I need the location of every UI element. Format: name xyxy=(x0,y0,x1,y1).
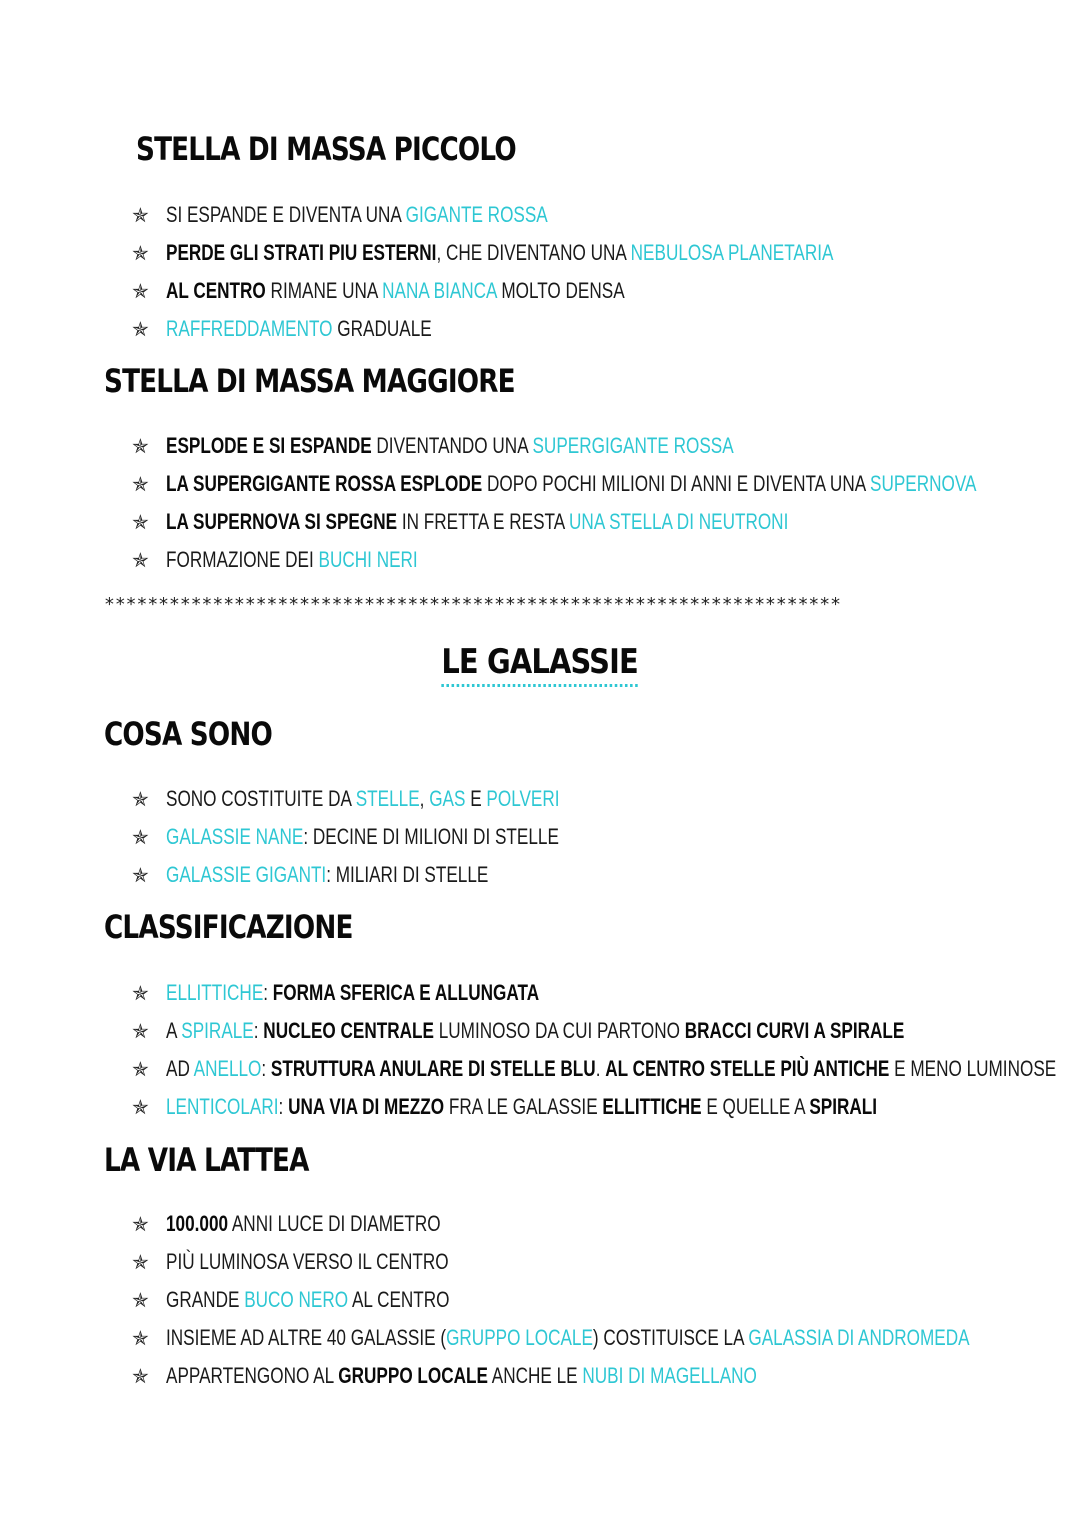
list-item-text xyxy=(166,1243,449,1281)
text-segment: : MILIARI DI STELLE xyxy=(326,862,489,887)
list-item xyxy=(132,503,1080,541)
list-item-text xyxy=(166,856,488,894)
list-item-text xyxy=(166,272,625,310)
text-segment: DOPO POCHI MILIONI DI ANNI E DIVENTA UNA xyxy=(482,471,870,496)
list-item-text xyxy=(166,196,548,234)
list-item xyxy=(132,1088,1080,1126)
highlighted-term: ANELLO xyxy=(193,1056,262,1081)
heading-via-lattea: LA VIA LATTEA xyxy=(104,1141,309,1179)
highlighted-term: NEBULOSA PLANETARIA xyxy=(630,240,834,265)
highlighted-term: GIGANTE ROSSA xyxy=(405,202,548,227)
star-icon: ✯ xyxy=(132,1364,149,1388)
page-title-text: LE GALASSIE xyxy=(442,642,639,687)
list-item xyxy=(132,818,671,856)
text-segment: RIMANE UNA xyxy=(265,278,383,303)
page-title xyxy=(0,642,1080,687)
list-stella-massa-maggiore xyxy=(132,427,1080,579)
list-item xyxy=(132,856,671,894)
list-item xyxy=(132,974,1080,1012)
list-item-text xyxy=(166,1012,904,1050)
star-icon: ✯ xyxy=(132,1057,149,1081)
text-segment: ANCHE LE xyxy=(487,1363,583,1388)
text-segment: A xyxy=(166,1018,182,1043)
star-icon: ✯ xyxy=(132,981,149,1005)
bold-term: LA SUPERNOVA SI SPEGNE xyxy=(166,509,398,534)
list-item-text xyxy=(166,1088,877,1126)
highlighted-term: RAFFREDDAMENTO xyxy=(166,316,333,341)
highlighted-term: ELLITTICHE xyxy=(166,980,264,1005)
text-segment: IN FRETTA E RESTA xyxy=(397,509,570,534)
list-item xyxy=(132,780,671,818)
star-icon: ✯ xyxy=(132,1212,149,1236)
star-icon: ✯ xyxy=(132,1095,149,1119)
text-segment: E xyxy=(465,786,487,811)
list-item xyxy=(132,1243,1080,1281)
bold-term: AL CENTRO xyxy=(166,278,266,303)
list-item-text xyxy=(166,541,418,579)
heading-cosa-sono: COSA SONO xyxy=(104,715,272,753)
list-classificazione xyxy=(132,974,1080,1126)
text-segment: E QUELLE A xyxy=(701,1094,810,1119)
list-item-text xyxy=(166,1357,757,1395)
star-icon: ✯ xyxy=(132,317,149,341)
text-segment: : xyxy=(253,1018,264,1043)
star-icon: ✯ xyxy=(132,863,149,887)
text-segment: GRADUALE xyxy=(332,316,432,341)
list-item-text xyxy=(166,818,559,856)
list-item-text xyxy=(166,780,560,818)
star-icon: ✯ xyxy=(132,434,149,458)
list-item xyxy=(132,196,1022,234)
star-icon: ✯ xyxy=(132,1288,149,1312)
list-item-text xyxy=(166,234,833,272)
list-item xyxy=(132,234,1022,272)
text-segment: : DECINE DI MILIONI DI STELLE xyxy=(303,824,559,849)
text-segment: AL CENTRO xyxy=(348,1287,450,1312)
text-segment: : xyxy=(278,1094,289,1119)
star-icon: ✯ xyxy=(132,548,149,572)
highlighted-term: SPIRALE xyxy=(181,1018,254,1043)
highlighted-term: GRUPPO LOCALE xyxy=(446,1325,593,1350)
highlighted-term: STELLE xyxy=(355,786,420,811)
bold-term: NUCLEO CENTRALE xyxy=(263,1018,434,1043)
heading-classificazione: CLASSIFICAZIONE xyxy=(104,908,353,946)
text-segment: DIVENTANDO UNA xyxy=(371,433,533,458)
list-item xyxy=(132,427,1080,465)
highlighted-term: BUCO NERO xyxy=(244,1287,349,1312)
list-item xyxy=(132,1319,1080,1357)
text-segment: , xyxy=(419,786,430,811)
list-item-text xyxy=(166,1050,1056,1088)
text-segment: ) COSTITUISCE LA xyxy=(592,1325,749,1350)
text-segment: MOLTO DENSA xyxy=(496,278,625,303)
list-item-text xyxy=(166,503,788,541)
list-item-text xyxy=(166,974,539,1012)
separator-line: ******************************************************************** xyxy=(104,594,841,615)
text-segment: . xyxy=(595,1056,606,1081)
highlighted-term: GALASSIA DI ANDROMEDA xyxy=(748,1325,970,1350)
bold-term: LA SUPERGIGANTE ROSSA ESPLODE xyxy=(166,471,483,496)
bold-term: 100.000 xyxy=(166,1211,229,1236)
list-item-text xyxy=(166,1281,450,1319)
star-icon: ✯ xyxy=(132,787,149,811)
highlighted-term: GALASSIE NANE xyxy=(166,824,304,849)
bold-term: ELLITTICHE xyxy=(602,1094,702,1119)
bold-term: PERDE GLI STRATI PIU ESTERNI xyxy=(166,240,437,265)
text-segment: PIÙ LUMINOSA VERSO IL CENTRO xyxy=(166,1249,449,1274)
text-segment: FORMAZIONE DEI xyxy=(166,547,319,572)
star-icon: ✯ xyxy=(132,472,149,496)
list-item xyxy=(132,465,1080,503)
star-icon: ✯ xyxy=(132,279,149,303)
text-segment: : xyxy=(261,1056,271,1081)
bold-term: AL CENTRO STELLE PIÙ ANTICHE xyxy=(605,1056,890,1081)
bold-term: GRUPPO LOCALE xyxy=(338,1363,488,1388)
list-item-text xyxy=(166,427,734,465)
heading-stella-massa-maggiore: STELLA DI MASSA MAGGIORE xyxy=(104,362,515,400)
bold-term: UNA VIA DI MEZZO xyxy=(288,1094,445,1119)
highlighted-term: BUCHI NERI xyxy=(318,547,418,572)
list-item xyxy=(132,541,1080,579)
list-item-text xyxy=(166,465,976,503)
highlighted-term: GALASSIE GIGANTI xyxy=(166,862,327,887)
list-item xyxy=(132,1012,1080,1050)
text-segment: : xyxy=(263,980,273,1005)
text-segment: , CHE DIVENTANO UNA xyxy=(436,240,631,265)
text-segment: ANNI LUCE DI DIAMETRO xyxy=(228,1211,441,1236)
star-icon: ✯ xyxy=(132,825,149,849)
text-segment: E MENO LUMINOSE xyxy=(889,1056,1057,1081)
list-stella-massa-piccolo xyxy=(132,196,1022,348)
list-item xyxy=(132,272,1022,310)
star-icon: ✯ xyxy=(132,1326,149,1350)
bold-term: BRACCI CURVI A SPIRALE xyxy=(684,1018,905,1043)
text-segment: FRA LE GALASSIE xyxy=(444,1094,603,1119)
star-icon: ✯ xyxy=(132,203,149,227)
highlighted-term: SUPERNOVA xyxy=(869,471,977,496)
star-icon: ✯ xyxy=(132,1250,149,1274)
heading-stella-massa-piccolo: STELLA DI MASSA PICCOLO xyxy=(136,130,516,168)
star-icon: ✯ xyxy=(132,510,149,534)
list-via-lattea xyxy=(132,1205,1080,1395)
text-segment: SONO COSTITUITE DA xyxy=(166,786,356,811)
list-item-text xyxy=(166,310,432,348)
highlighted-term: POLVERI xyxy=(486,786,560,811)
text-segment: AD xyxy=(166,1056,194,1081)
star-icon: ✯ xyxy=(132,1019,149,1043)
text-segment: LUMINOSO DA CUI PARTONO xyxy=(433,1018,685,1043)
list-item xyxy=(132,1050,1080,1088)
list-cosa-sono xyxy=(132,780,671,894)
list-item xyxy=(132,1281,1080,1319)
text-segment: INSIEME AD ALTRE 40 GALASSIE ( xyxy=(166,1325,447,1350)
star-icon: ✯ xyxy=(132,241,149,265)
list-item xyxy=(132,1205,1080,1243)
highlighted-term: UNA STELLA DI NEUTRONI xyxy=(569,509,789,534)
bold-term: ESPLODE E SI ESPANDE xyxy=(166,433,372,458)
bold-term: STRUTTURA ANULARE DI STELLE BLU xyxy=(270,1056,596,1081)
highlighted-term: NANA BIANCA xyxy=(382,278,497,303)
highlighted-term: LENTICOLARI xyxy=(166,1094,279,1119)
text-segment: GRANDE xyxy=(166,1287,245,1312)
list-item xyxy=(132,1357,1080,1395)
text-segment: SI ESPANDE E DIVENTA UNA xyxy=(166,202,406,227)
highlighted-term: SUPERGIGANTE ROSSA xyxy=(532,433,734,458)
bold-term: FORMA SFERICA E ALLUNGATA xyxy=(272,980,540,1005)
bold-term: SPIRALI xyxy=(809,1094,878,1119)
list-item-text xyxy=(166,1319,970,1357)
highlighted-term: NUBI DI MAGELLANO xyxy=(582,1363,757,1388)
list-item-text xyxy=(166,1205,441,1243)
list-item xyxy=(132,310,1022,348)
text-segment: APPARTENGONO AL xyxy=(166,1363,339,1388)
highlighted-term: GAS xyxy=(429,786,466,811)
